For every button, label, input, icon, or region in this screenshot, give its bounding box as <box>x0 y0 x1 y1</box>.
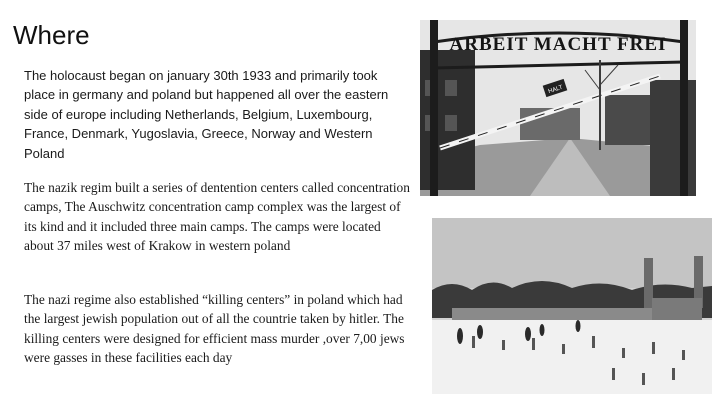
gate-sign-text: ARBEIT MACHT FREI <box>449 34 667 55</box>
paragraph-camps: The nazik regim built a series of dentention centers called concentration camps, The Auschwitz concentration camp complex was the largest of its kind and it included three main camps. The camps were located about 37 miles west of Krakow in western poland <box>24 180 410 254</box>
barrier-sign-text: HALT <box>547 84 564 96</box>
slide-title: Where <box>13 20 90 50</box>
paragraph-location: The holocaust began on january 30th 1933 and primarily took place in germany and poland but happened all over the eastern side of europe including Netherlands, Belgium, Luxembourg, France, Denmark, Yugoslavia, Greece, Norway and Western Poland <box>24 68 389 161</box>
photo-camp-field <box>432 218 712 394</box>
photo-camp-gate <box>420 20 696 196</box>
paragraph-killing-centers: The nazi regime also established “killing centers” in poland which had the largest jewish population out of all the countrie taken by hitler. The killing centers were designed for efficient mass murder ,over 7,00 jews were gasses in these facilities each day <box>24 292 405 366</box>
